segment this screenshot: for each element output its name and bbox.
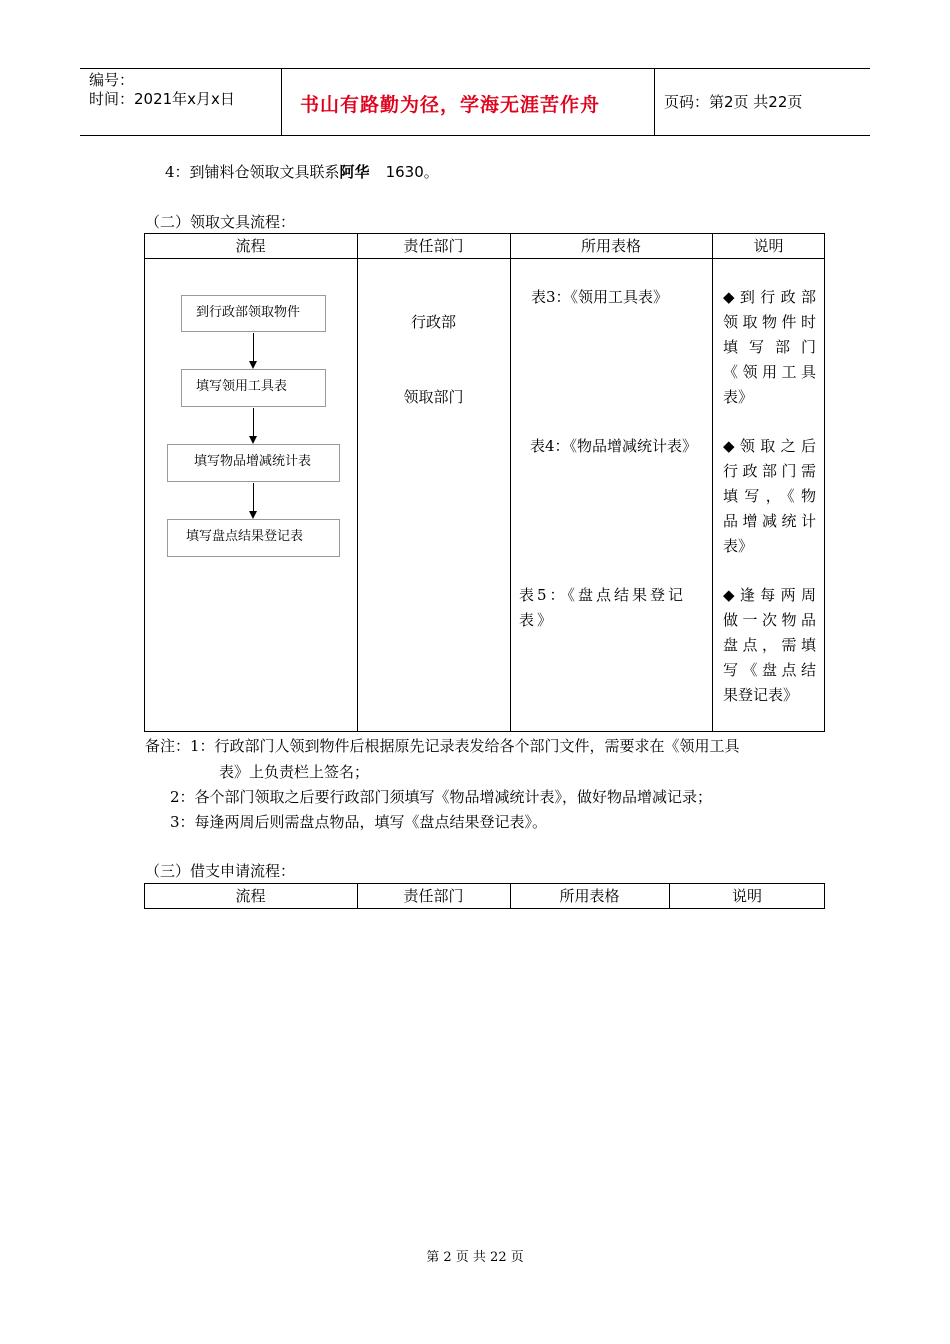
column-header-flow: 流程 — [235, 887, 266, 905]
form-cell: 表3：《领用工具表》 — [531, 288, 669, 306]
note-cell: ◆逢每两周 做一次物品 盘点，需填 写《盘点结 果登记表》 — [723, 586, 816, 704]
column-header-notes: 说明 — [731, 887, 762, 905]
page-number-label: 页码：第2页 共22页 — [664, 93, 803, 111]
flow-step: 到行政部领取物件 — [181, 295, 326, 332]
remark-line: 表》上负责栏上签名； — [219, 763, 370, 781]
date-label: 时间：2021年x月x日 — [89, 90, 235, 108]
department-cell: 行政部 — [410, 313, 456, 331]
contact-line: 4：到铺料仓领取文具联系阿华 1630。 — [165, 163, 439, 181]
header-divider — [281, 69, 282, 136]
serial-label: 编号： — [89, 71, 135, 89]
note-cell: ◆领取之后 行政部门需 填写，《物 品增减统计 表》 — [723, 437, 816, 555]
note-cell: ◆到行政部 领取物件时 填写部门 《领用工具 表》 — [723, 288, 816, 406]
flow-arrow — [253, 408, 254, 442]
section-title: （三）借支申请流程： — [145, 862, 296, 880]
column-header-forms: 所用表格 — [580, 237, 641, 255]
column-header-department: 责任部门 — [403, 887, 464, 905]
contact-name: 阿华 — [339, 163, 370, 181]
page-footer: 第 2 页 共 22 页 — [426, 1250, 524, 1265]
header-top-rule — [80, 68, 870, 69]
flow-step: 填写物品增减统计表 — [167, 444, 340, 482]
contact-extension: 1630 — [385, 163, 424, 181]
table-header-rule — [144, 258, 825, 259]
column-header-department: 责任部门 — [403, 237, 464, 255]
header-slogan: 书山有路勤为径，学海无涯苦作舟 — [300, 94, 601, 116]
department-cell: 领取部门 — [403, 388, 464, 406]
column-divider — [712, 233, 713, 732]
flow-arrow — [253, 483, 254, 517]
column-divider — [357, 233, 358, 732]
column-header-flow: 流程 — [235, 237, 266, 255]
column-divider — [510, 233, 511, 732]
header-divider — [654, 69, 655, 136]
form-cell: 表4：《物品增减统计表》 — [530, 437, 698, 455]
column-header-forms: 所用表格 — [559, 887, 620, 905]
flow-arrow — [253, 333, 254, 367]
contact-text: 4：到铺料仓领取文具联系 — [165, 163, 340, 181]
header-bottom-rule — [80, 135, 870, 136]
remark-line: 备注：1：行政部门人领到物件后根据原先记录表发给各个部门文件，需要求在《领用工具 — [145, 737, 740, 755]
column-header-notes: 说明 — [753, 237, 784, 255]
form-cell: 表5：《盘点结果登记表》 — [519, 586, 687, 629]
remark-line: 2：各个部门领取之后要行政部门须填写《物品增减统计表》，做好物品增减记录； — [170, 788, 713, 806]
remark-line: 3：每逢两周后则需盘点物品，填写《盘点结果登记表》。 — [170, 813, 548, 831]
section-title: （二）领取文具流程： — [145, 213, 296, 231]
flow-step: 填写领用工具表 — [181, 369, 326, 407]
flow-step: 填写盘点结果登记表 — [167, 519, 340, 557]
